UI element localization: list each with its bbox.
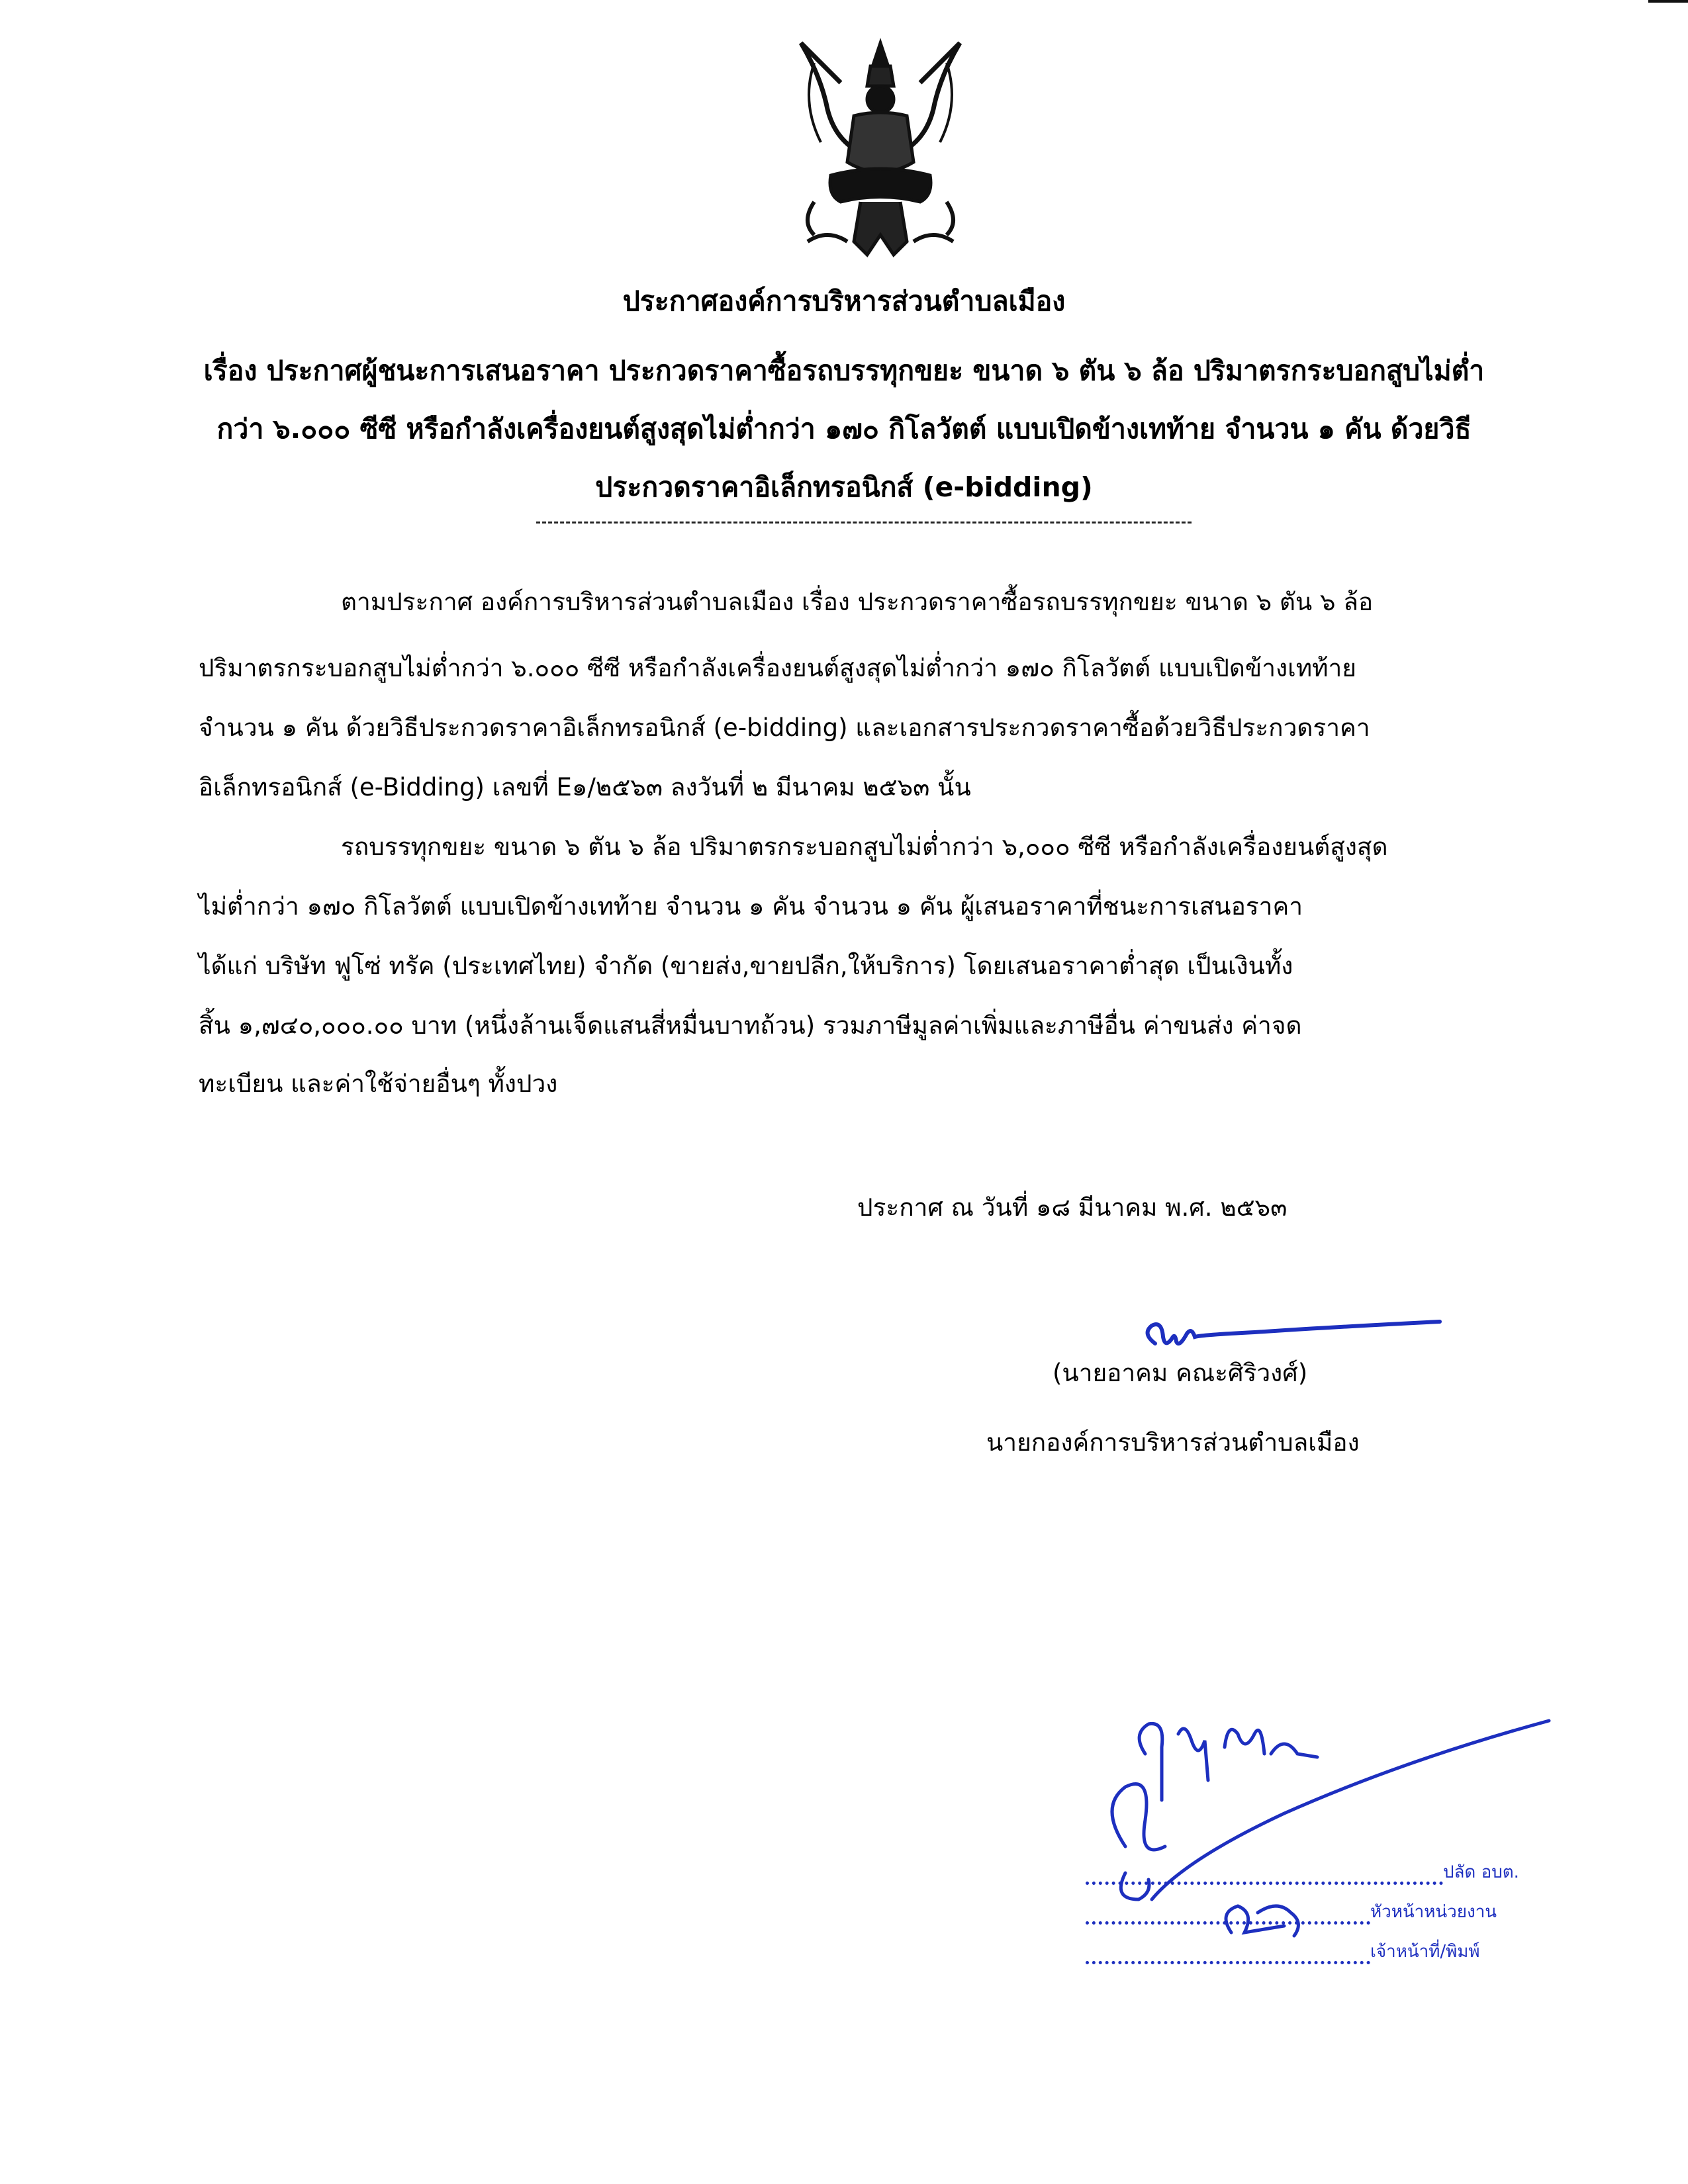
paragraph-2-line-4: สิ้น ๑,๗๔๐,๐๐๐.๐๐ บาท (หนึ่งล้านเจ็ดแสนสี่หมื่นบาทถ้วน) รวมภาษีมูลค่าเพิ่มและภาษีอื่น ค่าขนส่ง ค่าจด (199, 1011, 1302, 1040)
routing-label-2: หัวหน้าหน่วยงาน (1370, 1902, 1497, 1922)
subject-line-3: ประกวดราคาอิเล็กทรอนิกส์ (e-bidding) (595, 471, 1093, 503)
paragraph-2-line-3: ได้แก่ บริษัท ฟูโซ่ ทรัค (ประเทศไทย) จำกัด (ขายส่ง,ขายปลีก,ให้บริการ) โดยเสนอราคาต่ำสุด เป็นเงินทั้ง (199, 952, 1293, 980)
subject-line-2: กว่า ๖.๐๐๐ ซีซี หรือกำลังเครื่องยนต์สูงสุดไม่ต่ำกว่า ๑๗๐ กิโลวัตต์ แบบเปิดข้างเทท้าย จำนวน ๑ คัน ด้วยวิธี (216, 413, 1472, 445)
paragraph-1-line-3: จำนวน ๑ คัน ด้วยวิธีประกวดราคาอิเล็กทรอนิกส์ (e-bidding) และเอกสารประกวดราคาซื้อด้วยวิธีประกวดราคา (199, 713, 1370, 742)
separator-line (536, 522, 1192, 523)
signer-name: (นายอาคม คณะศิริวงศ์) (1053, 1359, 1308, 1387)
routing-signatures-icon (1086, 1694, 1562, 1972)
routing-dots-3 (1086, 1961, 1370, 1964)
routing-dots-1 (1086, 1882, 1443, 1885)
announcement-title: ประกาศองค์การบริหารส่วนตำบลเมือง (622, 285, 1066, 317)
paragraph-2-line-1: รถบรรทุกขยะ ขนาด ๖ ตัน ๖ ล้อ ปริมาตรกระบอกสูบไม่ต่ำกว่า ๖,๐๐๐ ซีซี หรือกำลังเครื่องยนต์สูงสุด (341, 833, 1388, 861)
subject-line-1: เรื่อง ประกาศผู้ชนะการเสนอราคา ประกวดราคาซื้อรถบรรทุกขยะ ขนาด ๖ ตัน ๖ ล้อ ปริมาตรกระบอกสูบไม่ต่ำ (203, 355, 1485, 387)
routing-label-3: เจ้าหน้าที่/พิมพ์ (1370, 1942, 1480, 1962)
garuda-emblem-icon (774, 36, 986, 261)
routing-label-1: ปลัด อบต. (1443, 1862, 1519, 1882)
signer-position: นายกองค์การบริหารส่วนตำบลเมือง (986, 1428, 1360, 1457)
paragraph-2-line-2: ไม่ต่ำกว่า ๑๗๐ กิโลวัตต์ แบบเปิดข้างเทท้าย จำนวน ๑ คัน จำนวน ๑ คัน ผู้เสนอราคาที่ชนะการเสนอราคา (199, 892, 1303, 921)
paragraph-2-line-5: ทะเบียน และค่าใช้จ่ายอื่นๆ ทั้งปวง (199, 1069, 558, 1098)
paragraph-1-line-2: ปริมาตรกระบอกสูบไม่ต่ำกว่า ๖.๐๐๐ ซีซี หรือกำลังเครื่องยนต์สูงสุดไม่ต่ำกว่า ๑๗๐ กิโลวัตต์ แบบเปิดข้างเทท้าย (199, 654, 1356, 682)
announcement-date: ประกาศ ณ วันที่ ๑๘ มีนาคม พ.ศ. ๒๕๖๓ (857, 1193, 1288, 1222)
paragraph-1-line-4: อิเล็กทรอนิกส์ (e-Bidding) เลขที่ E๑/๒๕๖๓ ลงวันที่ ๒ มีนาคม ๒๕๖๓ นั้น (199, 773, 971, 801)
paragraph-1-line-1: ตามประกาศ องค์การบริหารส่วนตำบลเมือง เรื่อง ประกวดราคาซื้อรถบรรทุกขยะ ขนาด ๖ ตัน ๖ ล้อ (341, 588, 1374, 616)
routing-dots-2 (1086, 1921, 1370, 1925)
scan-edge-mark (1648, 0, 1688, 11)
